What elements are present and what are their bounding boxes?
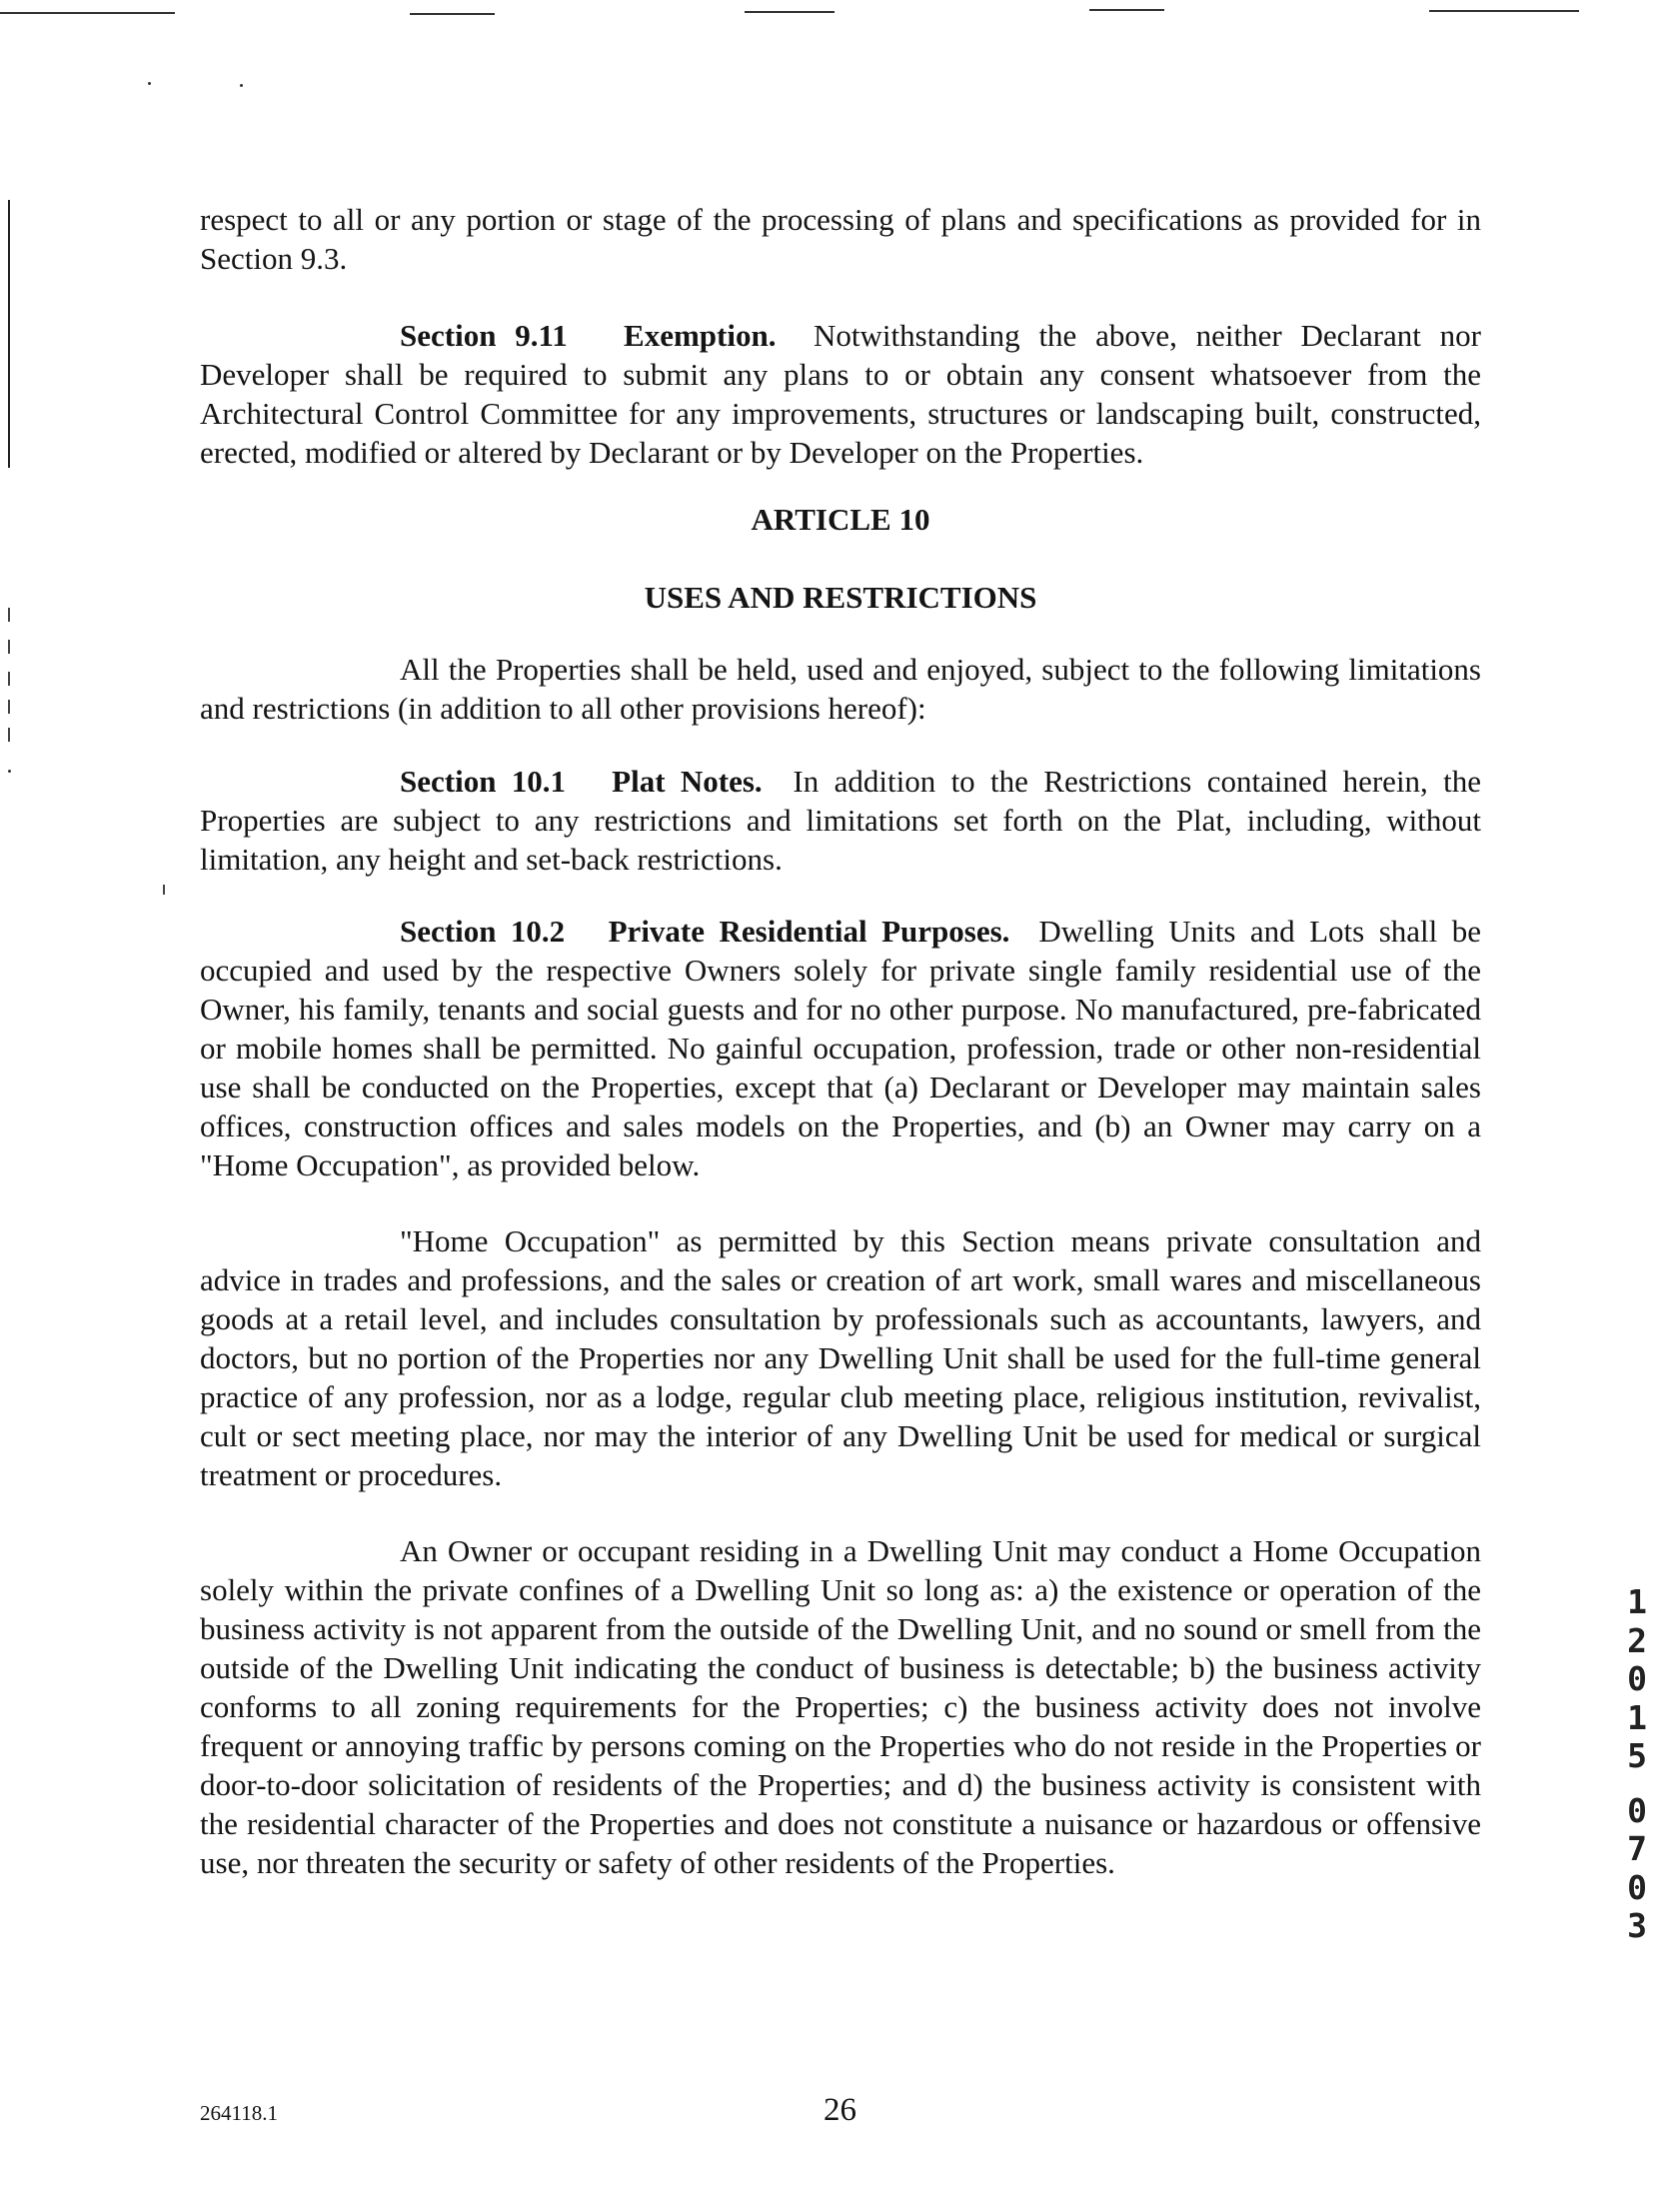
scan-artifact-tick: [8, 608, 10, 622]
scan-artifact-tick: [8, 700, 10, 714]
stamp-digit: 0: [1627, 1790, 1647, 1830]
continuation-paragraph: respect to all or any portion or stage of the processing of plans and specifications as provided for in Section 9.3.: [200, 202, 1481, 276]
scan-artifact-top-line: [0, 12, 175, 14]
stamp-digit: 2: [1627, 1620, 1647, 1660]
section-10-1: [200, 762, 1481, 879]
stamp-digit: 0: [1627, 1867, 1647, 1907]
article-intro-paragraph: All the Properties shall be held, used and enjoyed, subject to the following limitations and restrictions (in addition to all other provisions hereof):: [200, 652, 1481, 726]
scan-artifact-tick: [8, 640, 10, 654]
scan-artifact-speck: [148, 82, 151, 85]
section-9-11-label: Section 9.11: [400, 318, 568, 353]
article-subheading: USES AND RESTRICTIONS: [644, 580, 1037, 615]
stamp-digit: 3: [1627, 1906, 1647, 1945]
scan-artifact-top-line: [1089, 9, 1164, 11]
scan-artifact-top-line: [410, 13, 495, 15]
scan-artifact-speck: [240, 84, 243, 87]
section-9-11-title: Exemption.: [624, 318, 777, 353]
section-10-2-title: Private Residential Purposes.: [608, 914, 1010, 949]
scan-artifact-speck: [8, 770, 11, 773]
section-10-1-label: Section 10.1: [400, 764, 567, 799]
recording-stamp: [1617, 1583, 1657, 1946]
stamp-digit: 1: [1627, 1697, 1647, 1737]
stamp-digit: 5: [1627, 1736, 1647, 1775]
section-10-2-text: Dwelling Units and Lots shall be occupied and used by the respective Owners solely for private single family residential use of the Owner, his family, tenants and social guests and for no other purpose. No manufactured, pre-fabricated or mobile homes shall be permitted. No gainful occupation, profession, trade or other non-residential use shall be conducted on the Properties, except that (a) Declarant or Developer may maintain sales offices, construction offices and sales models on the Properties, and (b) an Owner may carry on a "Home Occupation", as provided below.: [200, 914, 1482, 1182]
document-number: 264118.1: [200, 2101, 278, 2125]
home-occupation-definition-paragraph: "Home Occupation" as permitted by this Section means private consultation and advice in trades and professions, and the sales or creation of art work, small wares and miscellaneous goods at a retail level, and includes consultation by professionals such as accountants, lawyers, and doctors, but no portion of the Properties nor any Dwelling Unit shall be used for the full-time general practice of any profession, nor as a lodge, regular club meeting place, religious institution, revivalist, cult or sect meeting place, nor may the interior of any Dwelling Unit be used for medical or surgical treatment or procedures.: [200, 1223, 1481, 1492]
scan-artifact-margin-bar: [8, 200, 10, 468]
scan-artifact-tick: [163, 885, 165, 895]
scan-artifact-top-line: [1429, 10, 1579, 12]
home-occupation-conditions-paragraph: An Owner or occupant residing in a Dwelling Unit may conduct a Home Occupation solely within the private confines of a Dwelling Unit so long as: a) the existence or operation of the business activity is not apparent from the outside of the Dwelling Unit, and no sound or smell from the outside of the Dwelling Unit indicating the conduct of business is detectable; b) the business activity conforms to all zoning requirements for the Properties; c) the business activity does not involve frequent or annoying traffic by persons coming on the Properties who do not reside in the Properties or door-to-door solicitation of residents of the Properties; and d) the business activity is consistent with the residential character of the Properties and does not constitute a nuisance or hazardous or offensive use, nor threaten the security or safety of other residents of the Properties.: [200, 1533, 1481, 1880]
section-9-11-text: Notwithstanding the above, neither Declarant nor Developer shall be required to submit any plans to or obtain any consent whatsoever from the Architectural Control Committee for any improvements, structures or landscaping built, constructed, erected, modified or altered by Declarant or by Developer on the Properties.: [200, 318, 1482, 470]
scan-artifact-tick: [8, 672, 10, 686]
section-10-2-label: Section 10.2: [400, 914, 566, 949]
section-9-11: [200, 316, 1481, 472]
article-heading: ARTICLE 10: [751, 502, 930, 537]
section-10-1-title: Plat Notes.: [612, 764, 763, 799]
stamp-digit: 7: [1627, 1829, 1647, 1868]
stamp-gap: [1617, 1776, 1657, 1792]
scan-artifact-top-line: [745, 11, 835, 13]
section-10-2: [200, 912, 1481, 1184]
page-number: 26: [824, 2092, 856, 2128]
section-10-1-text: In addition to the Restrictions contained herein, the Properties are subject to any restrictions and limitations set forth on the Plat, including, without limitation, any height and set-back restrictions.: [200, 764, 1482, 877]
scan-artifact-tick: [8, 728, 10, 742]
stamp-digit: 1: [1627, 1582, 1647, 1621]
stamp-digit: 0: [1627, 1659, 1647, 1698]
